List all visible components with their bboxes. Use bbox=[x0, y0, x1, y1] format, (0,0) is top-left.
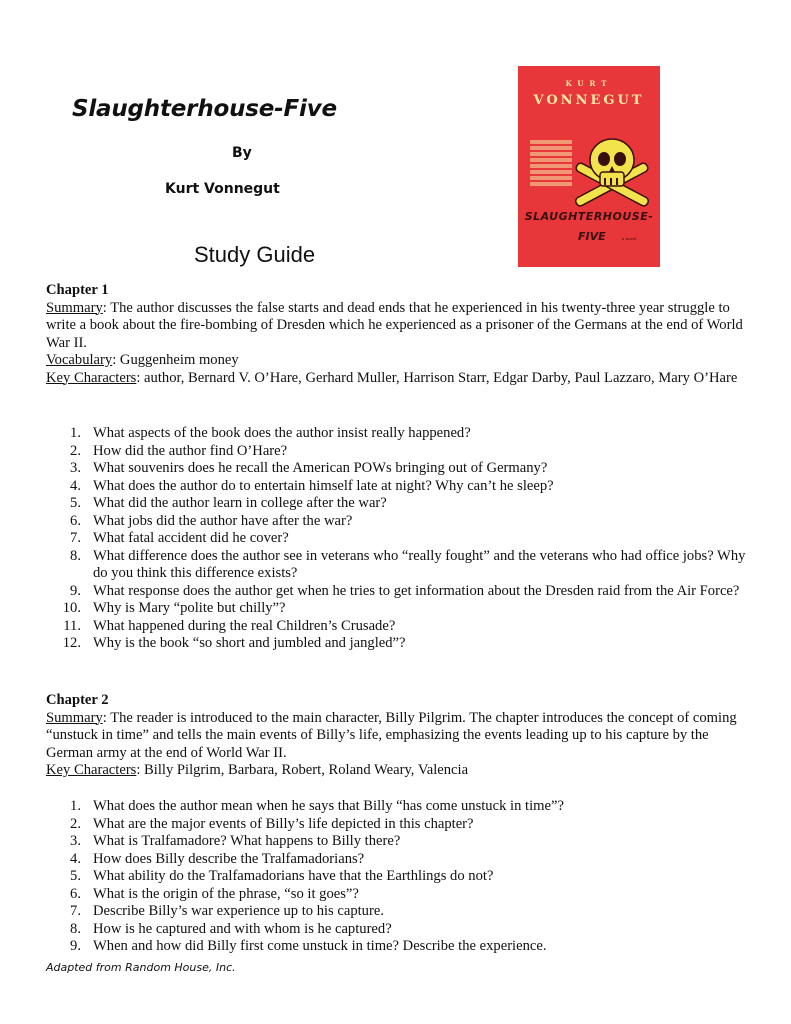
cover-title-line1: SLAUGHTERHOUSE- bbox=[524, 210, 654, 223]
summary-label: Summary bbox=[46, 709, 103, 726]
question-text: What did the author learn in college after the war? bbox=[93, 495, 387, 511]
question-number: 3. bbox=[70, 460, 81, 476]
question-item bbox=[46, 618, 746, 636]
chapter1-vocabulary bbox=[46, 352, 746, 370]
question-number: 1. bbox=[70, 798, 81, 814]
question-item bbox=[46, 903, 746, 921]
chapter2-key-characters bbox=[46, 762, 746, 780]
chapter1-key-characters bbox=[46, 370, 746, 388]
question-number: 1. bbox=[70, 425, 81, 441]
question-text: When and how did Billy first come unstuck in time? Describe the experience. bbox=[93, 938, 547, 954]
question-number: 2. bbox=[70, 815, 81, 832]
question-text: How did the author find O’Hare? bbox=[93, 442, 288, 459]
question-item bbox=[46, 513, 746, 531]
cover-novel-label: a novel bbox=[622, 236, 637, 241]
question-text: Why is Mary “polite but chilly”? bbox=[93, 600, 286, 616]
chapter1-section bbox=[46, 282, 746, 387]
question-item bbox=[46, 886, 746, 904]
question-text: What does the author do to entertain himself late at night? Why can’t he sleep? bbox=[93, 477, 554, 494]
summary-label: Summary bbox=[46, 299, 103, 316]
question-text: What aspects of the book does the author insist really happened? bbox=[93, 425, 471, 441]
question-number: 4. bbox=[70, 850, 81, 867]
study-guide-heading: Study Guide bbox=[194, 242, 316, 267]
question-number: 4. bbox=[70, 477, 81, 494]
question-text: What jobs did the author have after the war? bbox=[93, 512, 353, 529]
skull-crossbones-icon bbox=[568, 130, 656, 210]
summary-text: : The reader is introduced to the main character, Billy Pilgrim. The chapter introduces the concept of coming “unstuck in time” and tells the main events of Billy’s life, emphasizing the events leading up to his capture by the German army at the end of World War II. bbox=[46, 709, 737, 761]
question-text: What is Tralfamadore? What happens to Billy there? bbox=[93, 833, 401, 849]
question-number: 8. bbox=[70, 920, 81, 937]
question-item bbox=[46, 833, 746, 851]
question-item bbox=[46, 921, 746, 939]
summary-text: : The author discusses the false starts and dead ends that he experienced in his twenty-three year struggle to write a book about the fire-bombing of Dresden which he experienced as a prisoner of the Germans at the end of World War II. bbox=[46, 299, 743, 351]
question-item bbox=[46, 816, 746, 834]
question-number: 11. bbox=[63, 617, 81, 634]
question-number: 6. bbox=[70, 885, 81, 902]
chapter1-heading: Chapter 1 bbox=[46, 282, 109, 298]
question-item bbox=[46, 478, 746, 496]
question-text: What response does the author get when he tries to get information about the Dresden raid from the Air Force? bbox=[93, 582, 740, 599]
chapter2-section bbox=[46, 692, 746, 780]
question-item bbox=[46, 548, 746, 583]
question-text: What does the author mean when he says that Billy “has come unstuck in time”? bbox=[93, 798, 564, 814]
question-item bbox=[46, 938, 746, 956]
chapter2-heading: Chapter 2 bbox=[46, 692, 109, 708]
question-item bbox=[46, 425, 746, 443]
question-number: 5. bbox=[70, 868, 81, 884]
key-characters-label: Key Characters bbox=[46, 762, 137, 778]
question-item bbox=[46, 530, 746, 548]
question-number: 10. bbox=[62, 600, 81, 616]
source-footer: Adapted from Random House, Inc. bbox=[46, 961, 236, 974]
cover-author-last: VONNEGUT bbox=[533, 93, 645, 108]
question-number: 8. bbox=[70, 547, 81, 564]
author-name: Kurt Vonnegut bbox=[165, 181, 280, 197]
chapter2-questions bbox=[46, 798, 746, 956]
chapter1-summary bbox=[46, 300, 746, 353]
by-label: By bbox=[232, 145, 252, 161]
question-item bbox=[46, 443, 746, 461]
book-title: Slaughterhouse-Five bbox=[72, 96, 337, 122]
question-text: What souvenirs does he recall the American POWs bringing out of Germany? bbox=[93, 460, 548, 476]
question-item bbox=[46, 635, 746, 653]
cover-title-line2: FIVE bbox=[578, 230, 606, 243]
question-text: How does Billy describe the Tralfamadorians? bbox=[93, 850, 365, 867]
vocabulary-text: : Guggenheim money bbox=[112, 352, 239, 368]
cover-author-first: KURT bbox=[565, 79, 613, 88]
question-number: 7. bbox=[70, 903, 81, 919]
question-text: What ability do the Tralfamadorians have that the Earthlings do not? bbox=[93, 868, 494, 884]
chapter2-summary bbox=[46, 710, 746, 763]
question-number: 3. bbox=[70, 833, 81, 849]
question-number: 9. bbox=[70, 938, 81, 954]
key-characters-text: : Billy Pilgrim, Barbara, Robert, Roland Weary, Valencia bbox=[136, 762, 469, 778]
question-item bbox=[46, 460, 746, 478]
question-number: 12. bbox=[62, 635, 81, 651]
question-text: How is he captured and with whom is he captured? bbox=[93, 920, 392, 937]
question-item bbox=[46, 495, 746, 513]
question-text: What fatal accident did he cover? bbox=[93, 530, 289, 546]
question-item bbox=[46, 600, 746, 618]
book-cover-image bbox=[518, 66, 660, 267]
question-text: Describe Billy’s war experience up to his capture. bbox=[93, 903, 384, 919]
cover-blurb bbox=[530, 140, 572, 188]
question-item bbox=[46, 798, 746, 816]
chapter1-questions bbox=[46, 425, 746, 653]
question-item bbox=[46, 868, 746, 886]
question-number: 6. bbox=[70, 512, 81, 529]
question-text: What are the major events of Billy’s life depicted in this chapter? bbox=[93, 815, 474, 832]
question-number: 9. bbox=[70, 582, 81, 599]
key-characters-text: : author, Bernard V. O’Hare, Gerhard Muller, Harrison Starr, Edgar Darby, Paul Lazzaro, Mary O’Hare bbox=[136, 369, 738, 386]
question-text: What difference does the author see in veterans who “really fought” and the veterans who had office jobs? Why do you think this difference exists? bbox=[93, 547, 746, 581]
question-number: 7. bbox=[70, 530, 81, 546]
question-text: Why is the book “so short and jumbled and jangled”? bbox=[93, 635, 406, 651]
question-number: 2. bbox=[70, 442, 81, 459]
vocabulary-label: Vocabulary bbox=[46, 352, 113, 368]
question-item bbox=[46, 851, 746, 869]
question-item bbox=[46, 583, 746, 601]
key-characters-label: Key Characters bbox=[46, 369, 137, 386]
question-text: What happened during the real Children’s Crusade? bbox=[93, 617, 396, 634]
question-number: 5. bbox=[70, 495, 81, 511]
question-text: What is the origin of the phrase, “so it goes”? bbox=[93, 885, 359, 902]
